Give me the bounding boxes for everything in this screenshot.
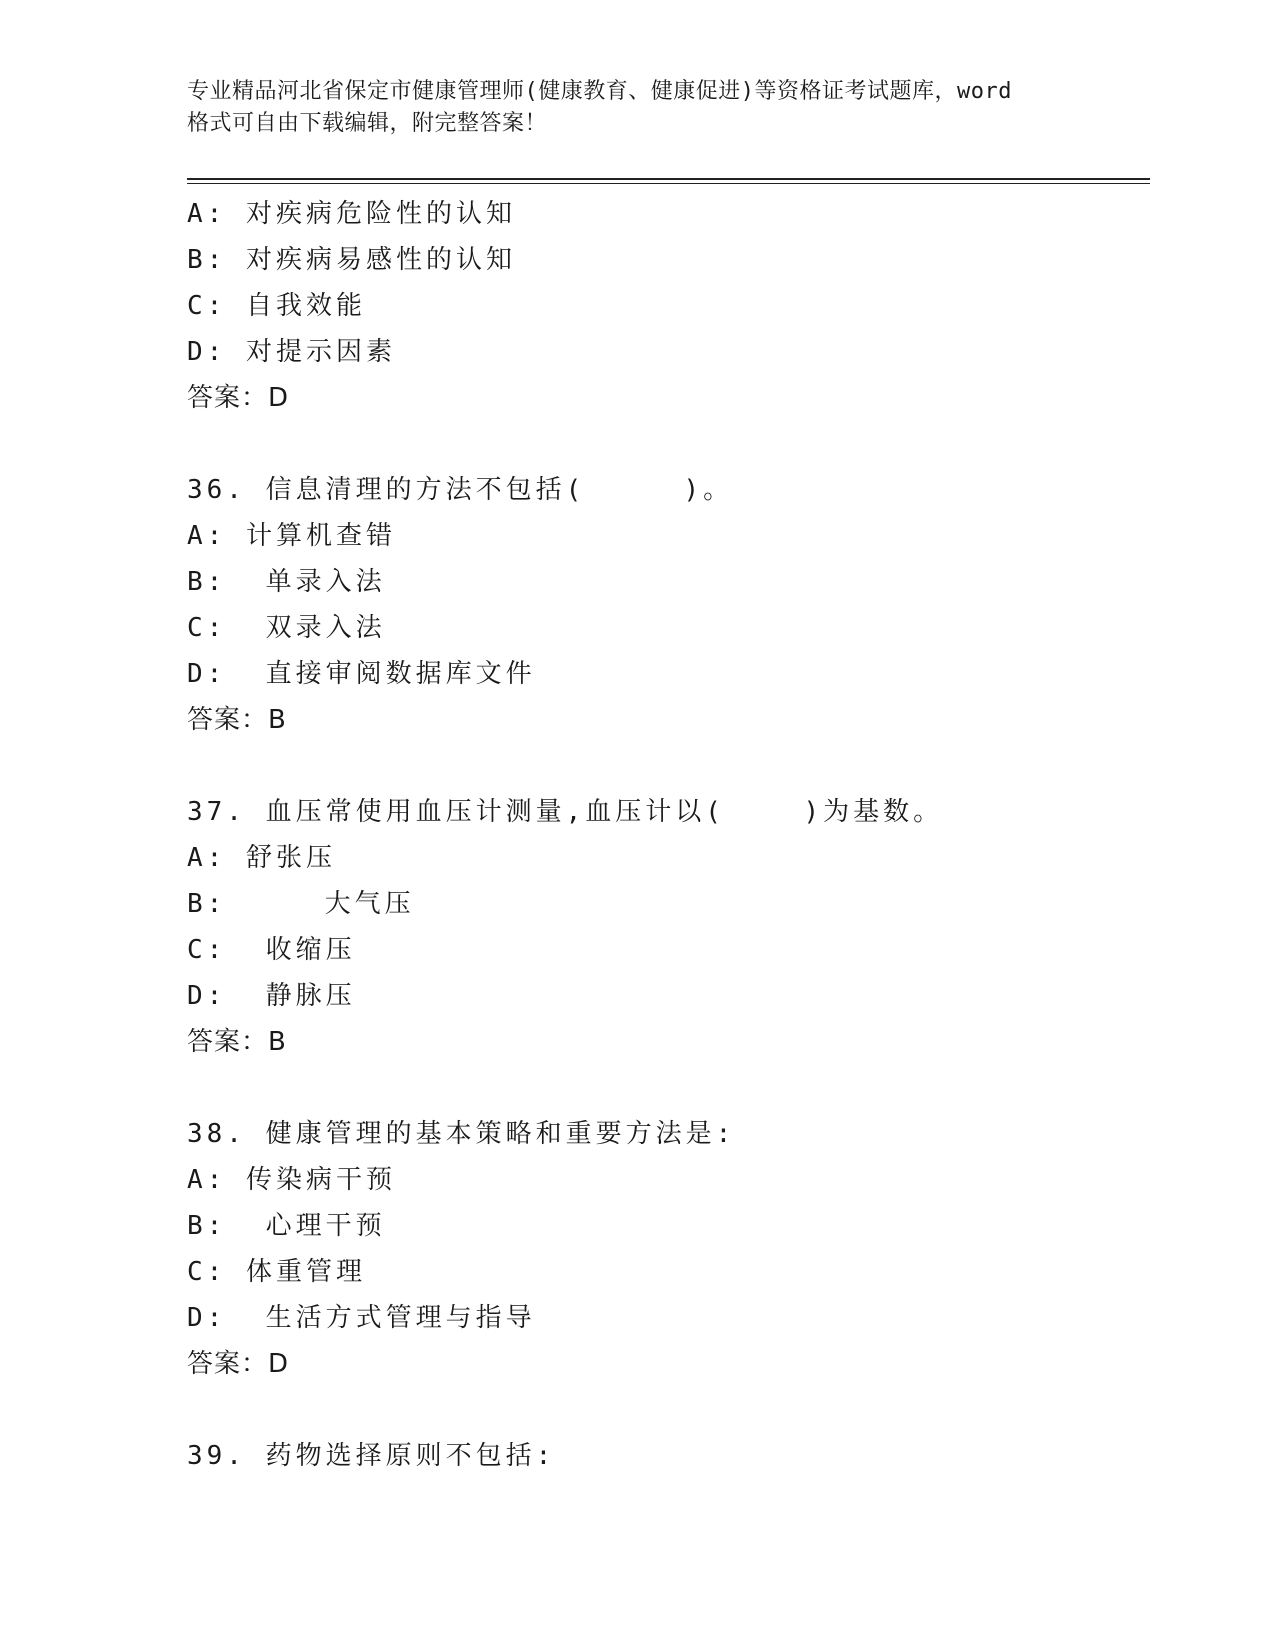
option-d: D: 对提示因素 <box>187 337 396 367</box>
option-b: B: 大气压 <box>187 889 415 919</box>
header-line-1: 专业精品河北省保定市健康管理师(健康教育、健康促进)等资格证考试题库，word <box>187 79 1012 104</box>
option-c: C: 体重管理 <box>187 1257 366 1287</box>
spacer <box>187 421 1147 467</box>
answer-line: 答案：D <box>187 383 290 413</box>
option-d: D: 生活方式管理与指导 <box>187 1303 536 1333</box>
spacer <box>187 743 1147 789</box>
question-text: 36. 信息清理的方法不包括( )。 <box>187 475 734 505</box>
answer-line: 答案：B <box>187 1027 287 1057</box>
header-divider-thick <box>187 178 1150 180</box>
question-text: 38. 健康管理的基本策略和重要方法是: <box>187 1119 736 1149</box>
header-divider-thin <box>187 183 1150 184</box>
option-a: A: 传染病干预 <box>187 1165 396 1195</box>
option-b: B: 单录入法 <box>187 567 386 597</box>
option-d: D: 直接审阅数据库文件 <box>187 659 536 689</box>
option-d: D: 静脉压 <box>187 981 356 1011</box>
option-a: A: 对疾病危险性的认知 <box>187 199 516 229</box>
answer-line: 答案：D <box>187 1349 290 1379</box>
header-line-2: 格式可自由下载编辑，附完整答案！ <box>187 111 548 136</box>
spacer <box>187 1065 1147 1111</box>
option-c: C: 双录入法 <box>187 613 386 643</box>
question-text: 37. 血压常使用血压计测量,血压计以( )为基数。 <box>187 797 944 827</box>
option-c: C: 自我效能 <box>187 291 366 321</box>
option-a: A: 舒张压 <box>187 843 336 873</box>
question-list <box>187 191 1147 1479</box>
question-block <box>187 789 1147 1065</box>
option-b: B: 对疾病易感性的认知 <box>187 245 516 275</box>
option-a: A: 计算机查错 <box>187 521 396 551</box>
question-block <box>187 467 1147 743</box>
answer-line: 答案：B <box>187 705 287 735</box>
question-block <box>187 191 1147 421</box>
question-block <box>187 1111 1147 1387</box>
spacer <box>187 1387 1147 1433</box>
document-header <box>187 76 1087 140</box>
option-c: C: 收缩压 <box>187 935 356 965</box>
question-block <box>187 1433 1147 1479</box>
option-b: B: 心理干预 <box>187 1211 386 1241</box>
question-text: 39. 药物选择原则不包括: <box>187 1441 556 1471</box>
